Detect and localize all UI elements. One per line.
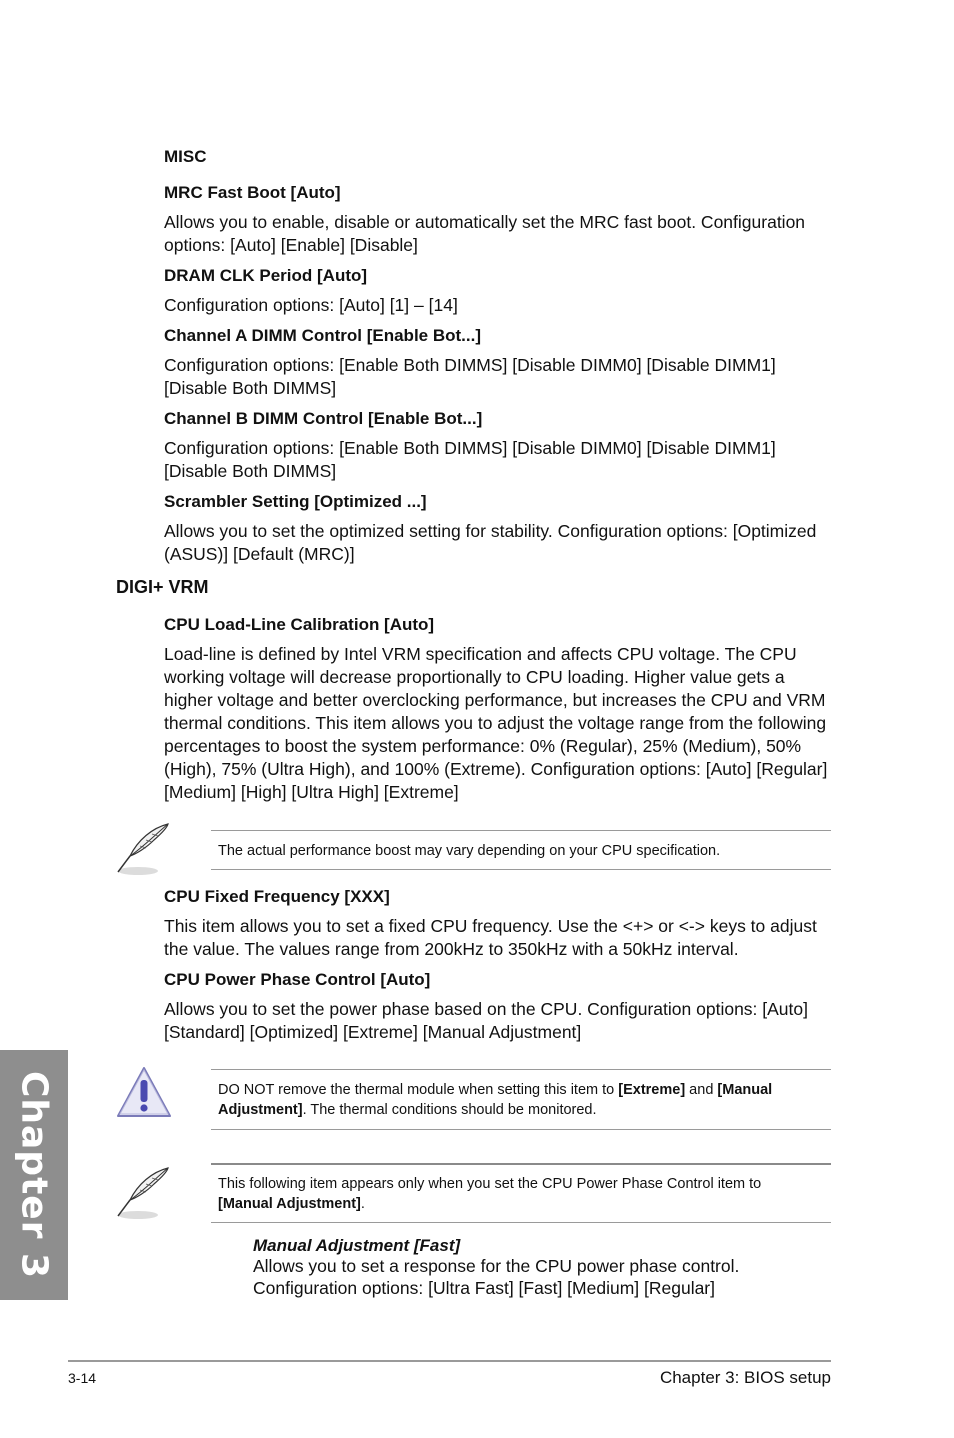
warning-text-extreme: [Extreme] — [618, 1082, 686, 1098]
item-title-scrambler: Scrambler Setting [Optimized ...] — [164, 492, 427, 511]
warning-thermal-module — [218, 1080, 818, 1120]
item-title-manual-adjustment: Manual Adjustment [Fast] — [253, 1236, 461, 1255]
warning-rule-top — [211, 1069, 831, 1070]
footer-page-number: 3-14 — [68, 1370, 97, 1386]
warning-text-manual: [Manual Adjustment] — [218, 1082, 773, 1118]
chapter-side-tab — [0, 1050, 68, 1300]
item-desc-power-phase: Allows you to set the power phase based on the CPU. Configuration options: [Auto] [Standard] [Optimized] [Extreme] [Manual Adjustment] — [164, 999, 808, 1042]
item-desc-channel-b: Configuration options: [Enable Both DIMMS] [Disable DIMM0] [Disable DIMM1] [Disable Both DIMMS] — [164, 438, 776, 481]
note2-text-end: . — [360, 1196, 365, 1212]
note2-text-a: This following item appears only when you set the CPU Power Phase Control item to — [218, 1176, 762, 1192]
item-desc-channel-a: Configuration options: [Enable Both DIMMS] [Disable DIMM0] [Disable DIMM1] [Disable Both DIMMS] — [164, 355, 776, 398]
item-title-mrc-fast-boot: MRC Fast Boot [Auto] — [164, 183, 341, 202]
item-title-llc: CPU Load-Line Calibration [Auto] — [164, 615, 435, 634]
note-pen-icon — [112, 820, 174, 880]
note2-rule-top — [211, 1163, 831, 1165]
note-rule-top — [211, 830, 831, 831]
chapter-tab-label: Chapter 3 — [13, 1070, 55, 1280]
section-heading-digi-vrm: DIGI+ VRM — [116, 577, 209, 597]
item-desc-scrambler: Allows you to set the optimized setting for stability. Configuration options: [Optimized (ASUS)] [Default (MRC)] — [164, 521, 817, 564]
item-desc-cpu-fixed-frequency: This item allows you to set a fixed CPU frequency. Use the <+> or <-> keys to adjust the value. The values range from 200kHz to 350kHz with a 50kHz interval. — [164, 916, 817, 959]
item-title-cpu-fixed-frequency: CPU Fixed Frequency [XXX] — [164, 887, 390, 906]
footer-chapter-title: Chapter 3: BIOS setup — [659, 1368, 831, 1387]
footer-rule — [68, 1360, 831, 1362]
note-performance-boost: The actual performance boost may vary depending on your CPU specification. — [218, 843, 721, 859]
item-title-dram-clk: DRAM CLK Period [Auto] — [164, 266, 368, 285]
item-desc-manual-line2: Configuration options: [Ultra Fast] [Fast] [Medium] [Regular] — [253, 1278, 715, 1298]
item-title-channel-b: Channel B DIMM Control [Enable Bot...] — [164, 409, 483, 428]
item-desc-dram-clk: Configuration options: [Auto] [1] – [14] — [164, 295, 458, 315]
item-desc-llc: Load-line is defined by Intel VRM specification and affects CPU voltage. The CPU working voltage will decrease proportionally to CPU loading. Higher value gets a higher voltage and better overclocking performance, but increases the CPU and VRM thermal conditions. This item allows you to adjust the voltage range from the following percentages to boost the system performance: 0% (Regular), 25% (Medium), 50% (High), 75% (Ultra High), and 100% (Extreme). Configuration options: [Auto] [Regular] [Medium] [High] [Ultra High] [Extreme] — [164, 644, 828, 802]
item-desc-manual-line1: Allows you to set a response for the CPU power phase control. — [253, 1256, 740, 1276]
warning-text-end: . The thermal conditions should be monitored. — [302, 1102, 597, 1118]
note-manual-adjustment — [218, 1174, 818, 1214]
item-desc-mrc-fast-boot: Allows you to enable, disable or automatically set the MRC fast boot. Configuration options: [Auto] [Enable] [Disable] — [164, 212, 806, 255]
section-heading-misc: MISC — [164, 147, 207, 166]
note-rule-bottom — [211, 869, 831, 870]
note-pen-icon — [112, 1164, 174, 1224]
item-title-channel-a: Channel A DIMM Control [Enable Bot...] — [164, 326, 481, 345]
warning-text-a: DO NOT remove the thermal module when setting this item to — [218, 1082, 619, 1098]
warning-rule-bottom — [211, 1129, 831, 1130]
note2-text-manual: [Manual Adjustment] — [218, 1196, 361, 1212]
warning-icon — [112, 1064, 174, 1124]
note2-rule-bottom — [211, 1222, 831, 1223]
item-title-power-phase: CPU Power Phase Control [Auto] — [164, 970, 431, 989]
warning-text-and: and — [685, 1082, 718, 1098]
